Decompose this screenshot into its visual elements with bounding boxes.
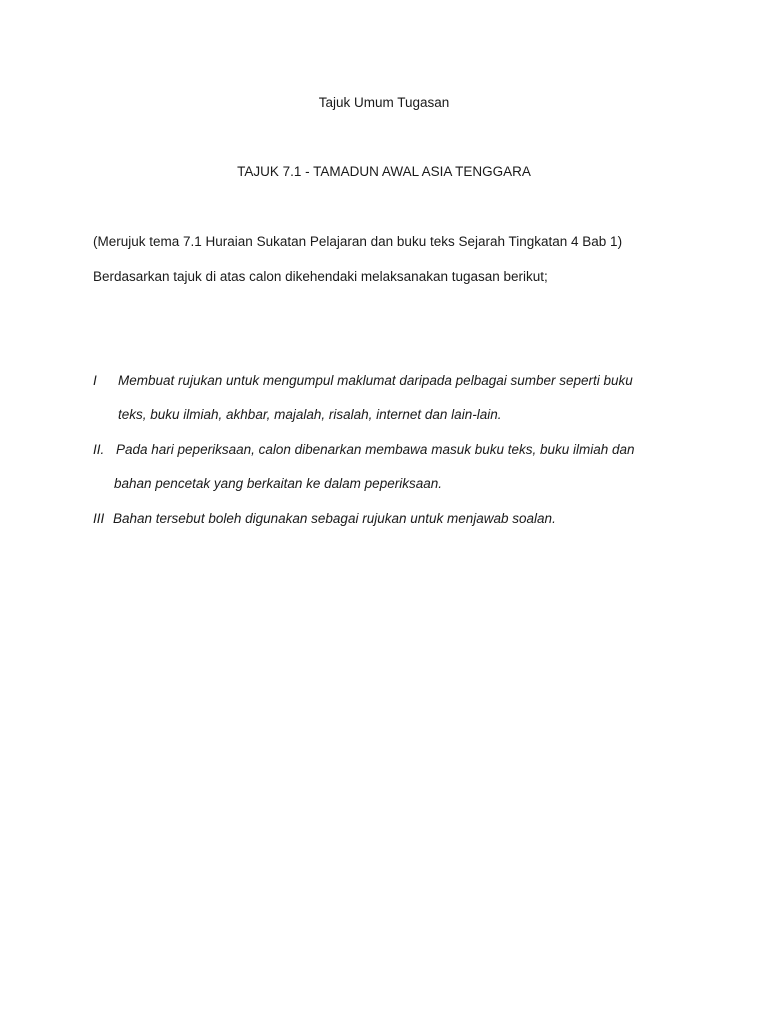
general-title: Tajuk Umum Tugasan: [318, 95, 450, 110]
task-item-marker: I: [93, 373, 97, 388]
task-item-marker: II.: [93, 442, 105, 457]
task-item-marker: III: [93, 511, 105, 526]
task-item-text-line2: teks, buku ilmiah, akhbar, majalah, risalah, internet dan lain-lain.: [118, 407, 502, 422]
task-item-text-line1: Pada hari peperiksaan, calon dibenarkan membawa masuk buku teks, buku ilmiah dan: [116, 442, 635, 457]
reference-note: (Merujuk tema 7.1 Huraian Sukatan Pelajaran dan buku teks Sejarah Tingkatan 4 Bab 1): [93, 234, 623, 249]
topic-title: TAJUK 7.1 - TAMADUN AWAL ASIA TENGGARA: [237, 164, 531, 179]
instruction-text: Berdasarkan tajuk di atas calon dikehendaki melaksanakan tugasan berikut;: [93, 269, 548, 284]
task-item-text-line2: bahan pencetak yang berkaitan ke dalam peperiksaan.: [114, 476, 442, 491]
task-item-text-line1: Membuat rujukan untuk mengumpul maklumat daripada pelbagai sumber seperti buku: [118, 373, 633, 388]
task-item-text-line1: Bahan tersebut boleh digunakan sebagai rujukan untuk menjawab soalan.: [113, 511, 556, 526]
